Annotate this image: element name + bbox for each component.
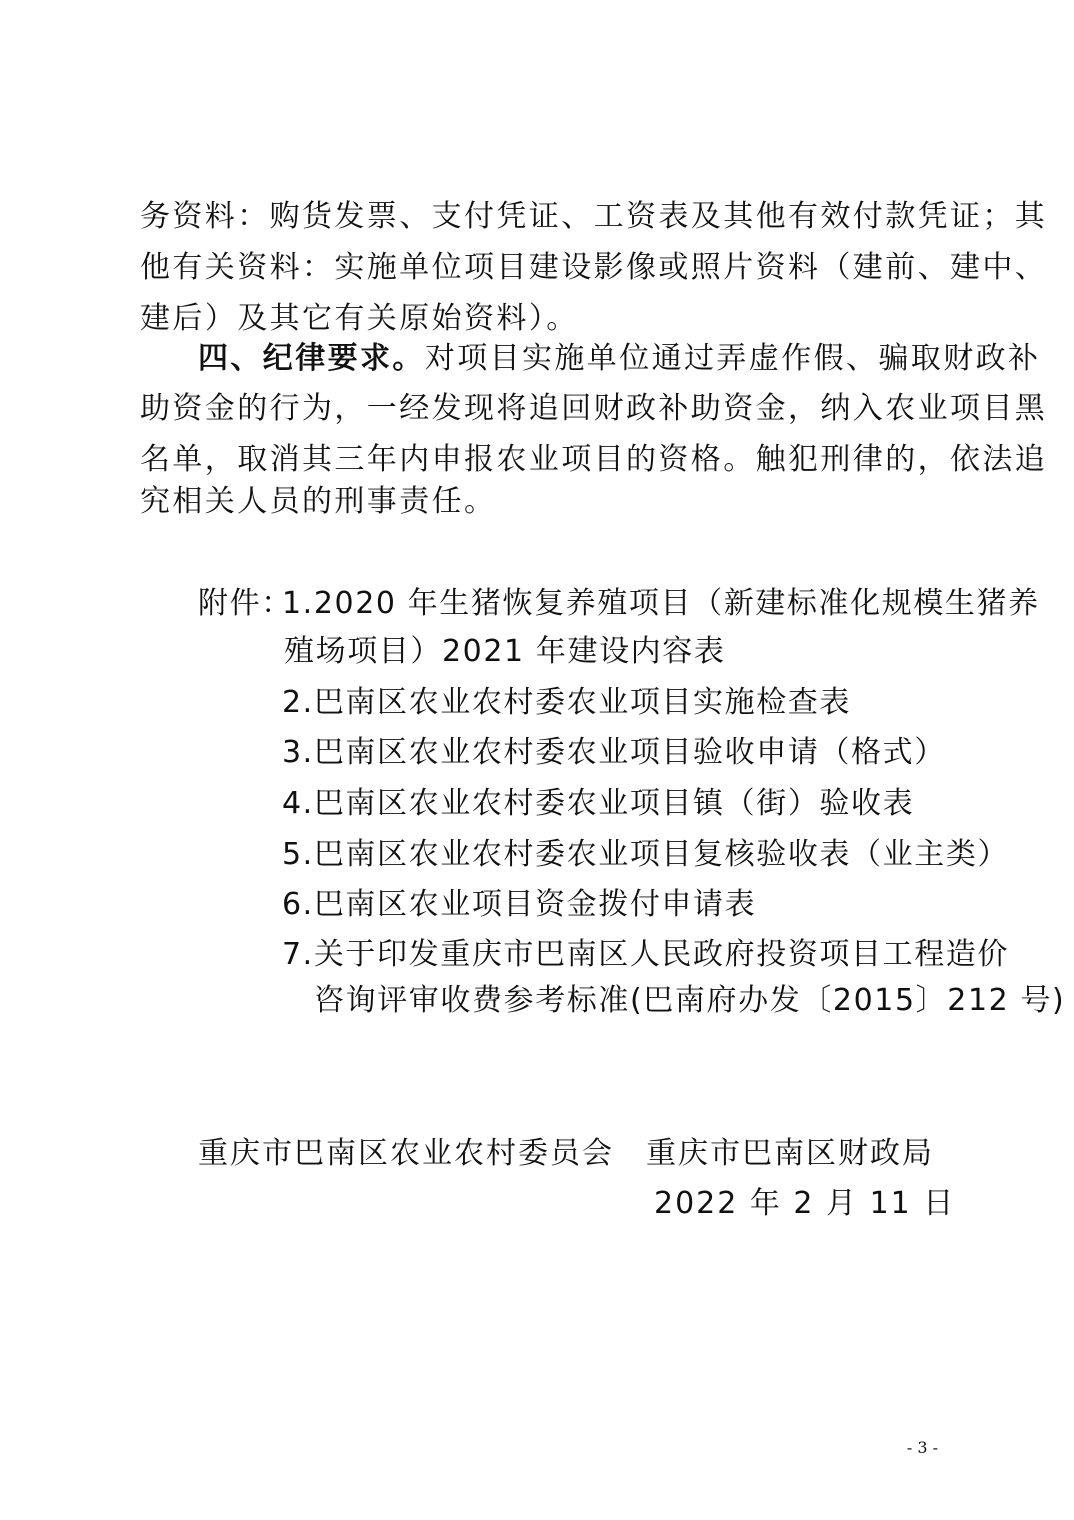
body-line: 他有关资料：实施单位项目建设影像或照片资料（建前、建中、 (140, 250, 1048, 285)
issue-date: 2022 年 2 月 11 日 (654, 1186, 956, 1221)
body-line: 建后）及其它有关原始资料）。 (140, 301, 579, 336)
issuing-org-finance: 重庆市巴南区财政局 (646, 1136, 934, 1171)
section-heading: 四、纪律要求。 (198, 341, 425, 376)
attachment-item: 5.巴南区农业农村委农业项目复核验收表（业主类） (282, 837, 1010, 872)
discipline-paragraph-first-line (198, 333, 1041, 385)
attachment-item-continuation: 咨询评审收费参考标准(巴南府办发〔2015〕212 号) (314, 983, 1066, 1018)
attachments-label: 附件： (198, 586, 293, 621)
body-text: 对项目实施单位通过弄虚作假、骗取财政补 (424, 341, 1041, 376)
attachment-item: 4.巴南区农业农村委农业项目镇（街）验收表 (282, 786, 915, 821)
body-line: 务资料：购货发票、支付凭证、工资表及其他有效付款凭证；其 (140, 199, 1048, 234)
attachment-item: 7.关于印发重庆市巴南区人民政府投资项目工程造价 (282, 937, 1010, 972)
body-line: 名单，取消其三年内申报农业项目的资格。触犯刑律的，依法追 (140, 442, 1048, 477)
attachment-item: 6.巴南区农业项目资金拨付申请表 (282, 887, 757, 922)
body-line: 究相关人员的刑事责任。 (140, 484, 497, 519)
attachment-item: 2.巴南区农业农村委农业项目实施检查表 (282, 685, 852, 720)
issuing-org-agriculture: 重庆市巴南区农业农村委员会 (198, 1136, 614, 1171)
body-line: 助资金的行为，一经发现将追回财政补助资金，纳入农业项目黑 (140, 391, 1048, 426)
page-number: - 3 - (906, 1438, 938, 1457)
attachment-item-continuation: 殖场项目）2021 年建设内容表 (284, 634, 726, 669)
attachment-item: 3.巴南区农业农村委农业项目验收申请（格式） (282, 735, 946, 770)
attachment-item: 1.2020 年生猪恢复养殖项目（新建标准化规模生猪养 (282, 586, 1040, 621)
